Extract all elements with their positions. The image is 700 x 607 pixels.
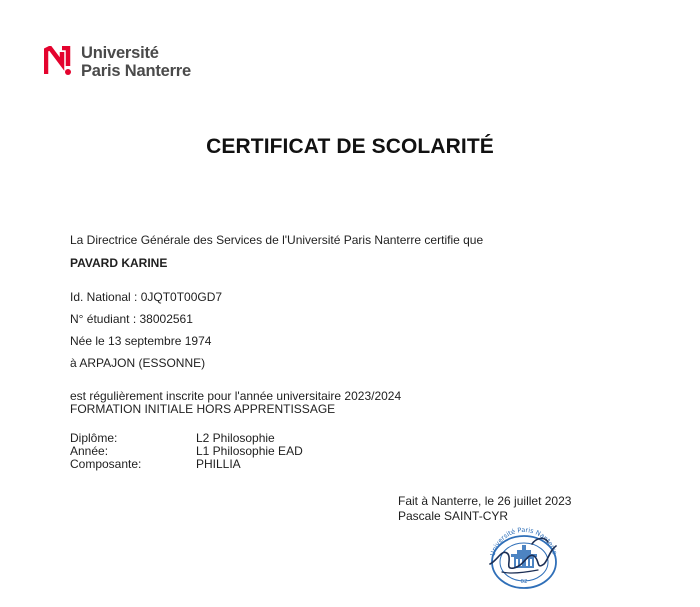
national-id: Id. National : 0JQT0T00GD7 — [70, 290, 223, 304]
detail-value-component: PHILLIA — [196, 457, 241, 471]
stamp-number: 02 — [520, 579, 528, 585]
signatory-name: Pascale SAINT-CYR — [398, 509, 509, 523]
university-logo — [44, 44, 214, 84]
university-logo-mark-icon — [44, 46, 78, 76]
intro-text: La Directrice Générale des Services de l'Université Paris Nanterre certifie que — [70, 233, 484, 247]
birth-place: à ARPAJON (ESSONNE) — [70, 356, 206, 370]
detail-value-year: L1 Philosophie EAD — [196, 444, 303, 458]
detail-value-diploma: L2 Philosophie — [196, 431, 275, 445]
detail-label-component: Composante: — [70, 457, 142, 471]
birth-date: Née le 13 septembre 1974 — [70, 334, 212, 348]
enrollment-formation: FORMATION INITIALE HORS APPRENTISSAGE — [70, 402, 336, 416]
stamp-text: Université Paris Nanterre — [488, 525, 559, 557]
signature-place-date: Fait à Nanterre, le 26 juillet 2023 — [398, 494, 572, 508]
university-logo-text — [81, 44, 191, 80]
enrollment-statement: est régulièrement inscrite pour l'année universitaire 2023/2024 — [70, 389, 402, 403]
official-stamp-icon — [484, 524, 564, 590]
detail-label-year: Année: — [70, 444, 109, 458]
student-name: PAVARD KARINE — [70, 256, 168, 270]
student-number: N° étudiant : 38002561 — [70, 312, 193, 326]
logo-line-2: Paris Nanterre — [81, 62, 192, 80]
detail-label-diploma: Diplôme: — [70, 431, 118, 445]
document-title: CERTIFICAT DE SCOLARITÉ — [206, 135, 494, 158]
logo-line-1: Université — [81, 44, 159, 62]
